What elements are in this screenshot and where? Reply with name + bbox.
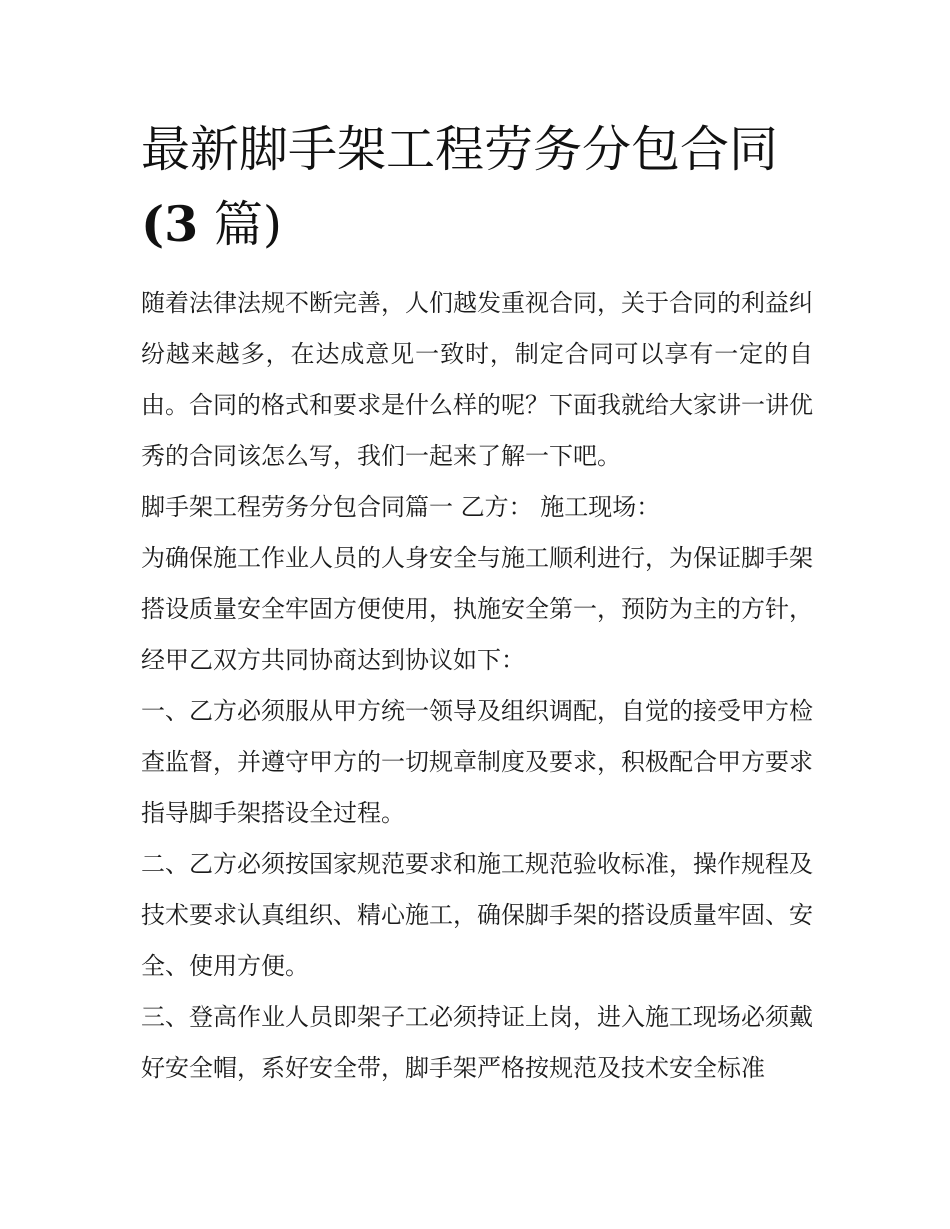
title-count: (3	[141, 195, 199, 253]
title-line-1: 最新脚手架工程劳务分包合同	[141, 121, 779, 178]
intro-paragraph: 随着法律法规不断完善，人们越发重视合同，关于合同的利益纠纷越来越多，在达成意见一致时，制定合同可以享有一定的自由。合同的格式和要求是什么样的呢？下面我就给大家讲一讲优秀的合同该怎么写，我们一起来了解一下吧。	[141, 289, 813, 470]
clause-1: 一、乙方必须服从甲方统一领导及组织调配，自觉的接受甲方检查监督，并遵守甲方的一切规章制度及要求，积极配合甲方要求指导脚手架搭设全过程。	[141, 697, 813, 827]
clause-3: 三、登高作业人员即架子工必须持证上岗，进入施工现场必须戴好安全帽，系好安全带，脚手架严格按规范及技术安全标准	[141, 1003, 813, 1082]
clause-2: 二、乙方必须按国家规范要求和施工规范验收标准，操作规程及技术要求认真组织、精心施工，确保脚手架的搭设质量牢固、安全、使用方便。	[141, 850, 813, 980]
title-count-suffix: 篇)	[198, 196, 282, 253]
document-body	[141, 112, 813, 1094]
document-title	[141, 112, 813, 262]
preamble-paragraph: 为确保施工作业人员的人身安全与施工顺利进行，为保证脚手架搭设质量安全牢固方便使用，执施安全第一，预防为主的方针，经甲乙双方共同协商达到协议如下：	[141, 544, 813, 674]
section-heading: 脚手架工程劳务分包合同篇一 乙方： 施工现场：	[141, 493, 661, 521]
